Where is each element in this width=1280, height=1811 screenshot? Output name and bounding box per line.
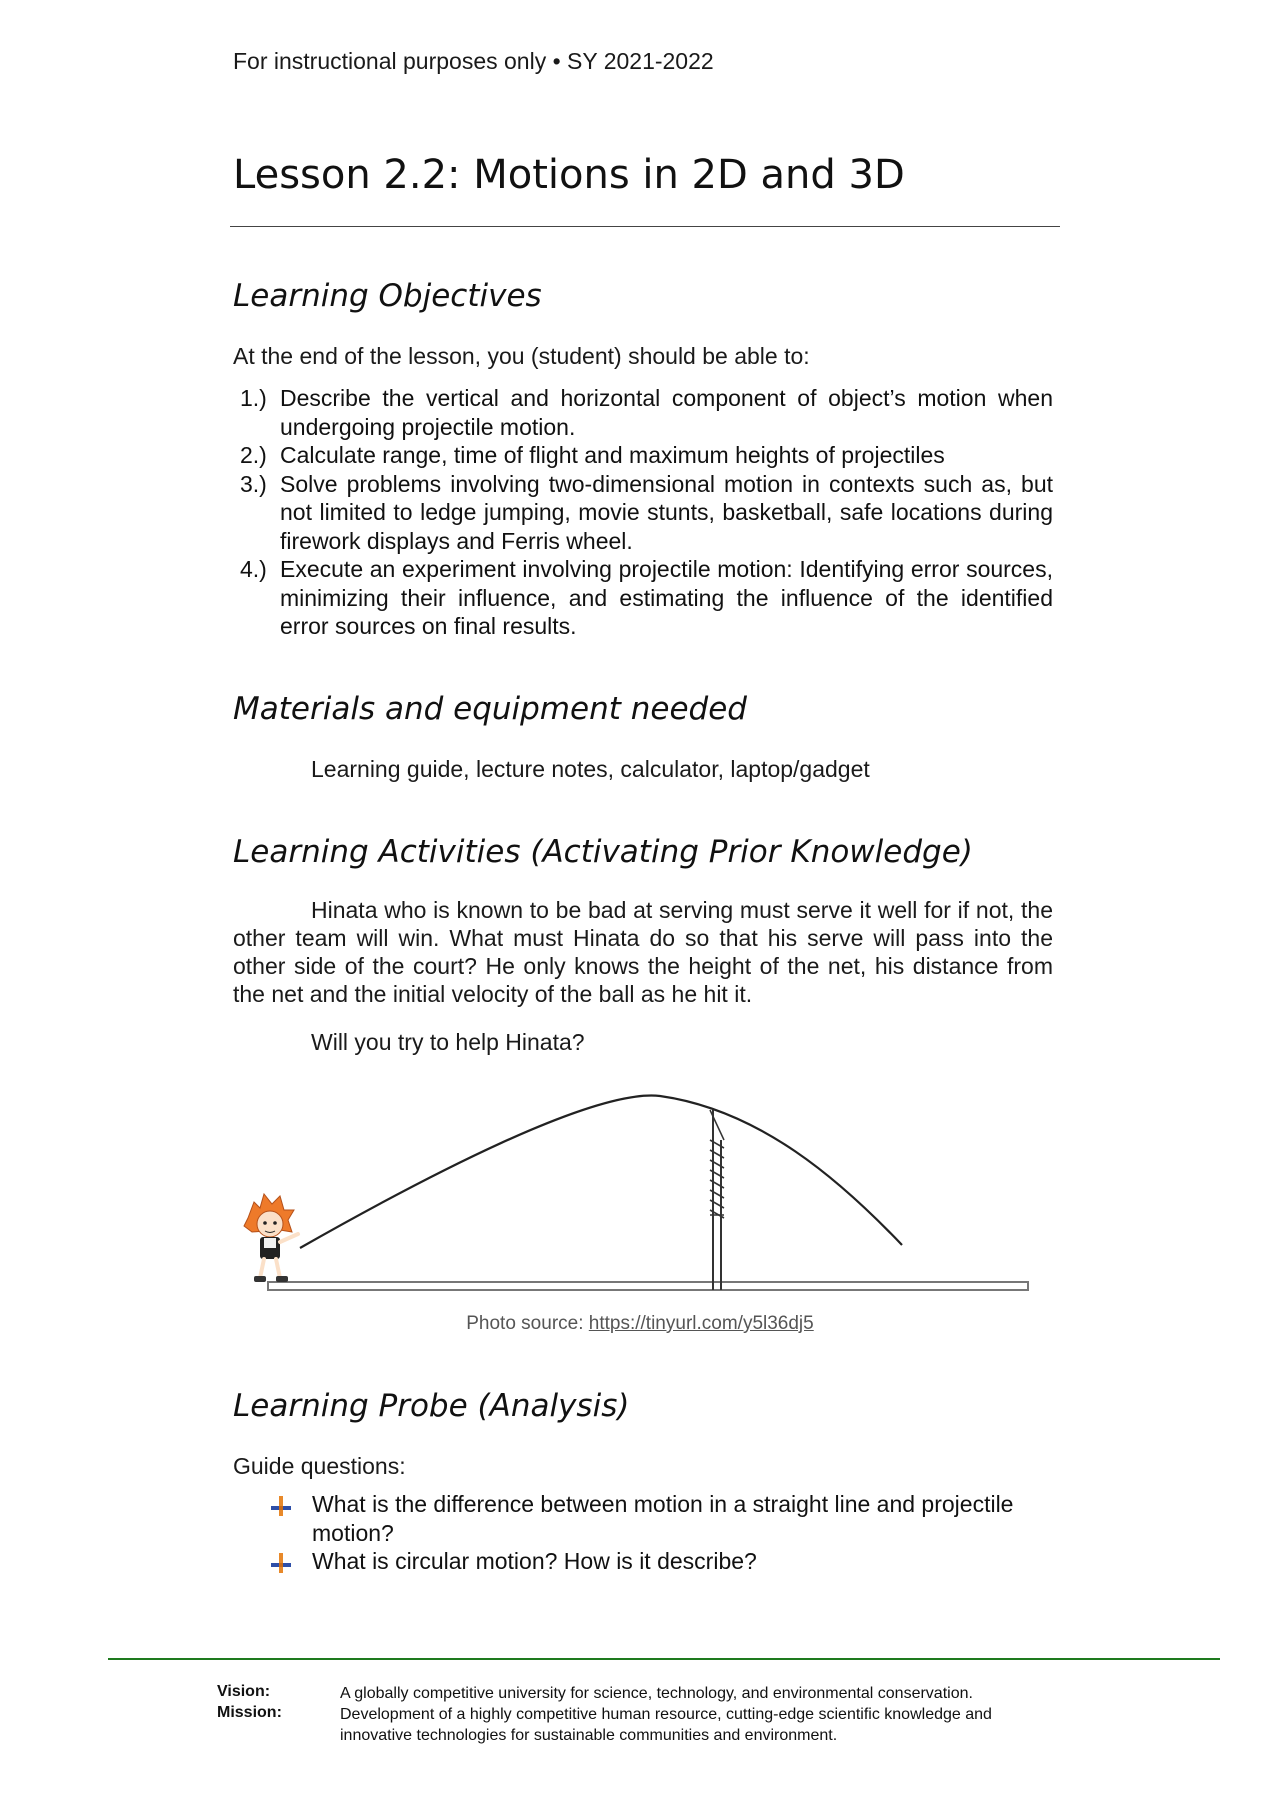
mission-label: Mission: bbox=[217, 1704, 282, 1721]
guide-questions-list bbox=[270, 1490, 1050, 1576]
vision-text: A globally competitive university for science, technology, and environmental conservation. bbox=[340, 1685, 973, 1702]
objective-number: 2.) bbox=[240, 442, 267, 468]
objective-number: 3.) bbox=[240, 470, 267, 497]
objective-text: Calculate range, time of flight and maximum heights of projectiles bbox=[280, 442, 945, 468]
title-divider bbox=[230, 226, 1060, 227]
ball-trajectory bbox=[300, 1096, 902, 1248]
activities-heading: Learning Activities (Activating Prior Knowledge) bbox=[233, 834, 973, 870]
court-floor bbox=[268, 1282, 1028, 1290]
guide-question-text: What is the difference between motion in a straight line and projectile motion? bbox=[312, 1491, 1014, 1546]
probe-heading: Learning Probe (Analysis) bbox=[233, 1388, 630, 1424]
objectives-intro: At the end of the lesson, you (student) should be able to: bbox=[233, 343, 810, 369]
objective-item bbox=[233, 441, 1053, 470]
materials-text: Learning guide, lecture notes, calculator, laptop/gadget bbox=[311, 756, 870, 782]
plus-bullet-icon bbox=[270, 1552, 292, 1574]
guide-question-item bbox=[270, 1490, 1050, 1547]
hinata-character bbox=[244, 1194, 298, 1282]
objective-text: Describe the vertical and horizontal component of object’s motion when undergoing projectile motion. bbox=[280, 385, 1053, 440]
guide-question-text: What is circular motion? How is it describe? bbox=[312, 1548, 757, 1574]
volleyball-net bbox=[710, 1110, 724, 1290]
plus-bullet-icon bbox=[270, 1495, 292, 1517]
header-note: For instructional purposes only • SY 2021-2022 bbox=[233, 48, 714, 74]
objectives-list bbox=[233, 384, 1053, 641]
objective-item bbox=[233, 384, 1053, 441]
figure-caption bbox=[0, 1313, 1280, 1335]
objective-item bbox=[233, 470, 1053, 556]
activity-question: Will you try to help Hinata? bbox=[311, 1029, 585, 1055]
objective-item bbox=[233, 555, 1053, 641]
lesson-title: Lesson 2.2: Motions in 2D and 3D bbox=[233, 152, 905, 198]
vision-label: Vision: bbox=[217, 1683, 271, 1700]
materials-heading: Materials and equipment needed bbox=[233, 691, 747, 727]
projectile-figure bbox=[240, 1080, 1040, 1300]
activity-paragraph: Hinata who is known to be bad at serving must serve it well for if not, the other team will win. What must Hinata do so that his serve will pass into the other side of the court? He only knows the height of the net, his distance from the net and the initial velocity of the ball as he hit it. bbox=[233, 897, 1053, 1007]
mission-text: Development of a highly competitive human resource, cutting-edge scientific knowledge and innovative technologies for sustainable communities and environment. bbox=[340, 1706, 992, 1744]
caption-link[interactable]: https://tinyurl.com/y5l36dj5 bbox=[588, 1313, 814, 1334]
objectives-heading: Learning Objectives bbox=[233, 278, 542, 314]
caption-prefix: Photo source: bbox=[466, 1313, 589, 1334]
objective-number: 4.) bbox=[240, 556, 267, 582]
objective-text: Solve problems involving two-dimensional motion in contexts such as, but not limited to ledge jumping, movie stunts, basketball, safe locations during firework displays and Ferris wheel. bbox=[280, 470, 1053, 554]
probe-intro: Guide questions: bbox=[233, 1453, 406, 1479]
objective-number: 1.) bbox=[240, 385, 267, 411]
footer-divider bbox=[108, 1658, 1220, 1660]
objective-text: Execute an experiment involving projectile motion: Identifying error sources, minimizing their influence, and estimating the influence of the identified error sources on final results. bbox=[280, 556, 1053, 639]
guide-question-item bbox=[270, 1547, 1050, 1576]
